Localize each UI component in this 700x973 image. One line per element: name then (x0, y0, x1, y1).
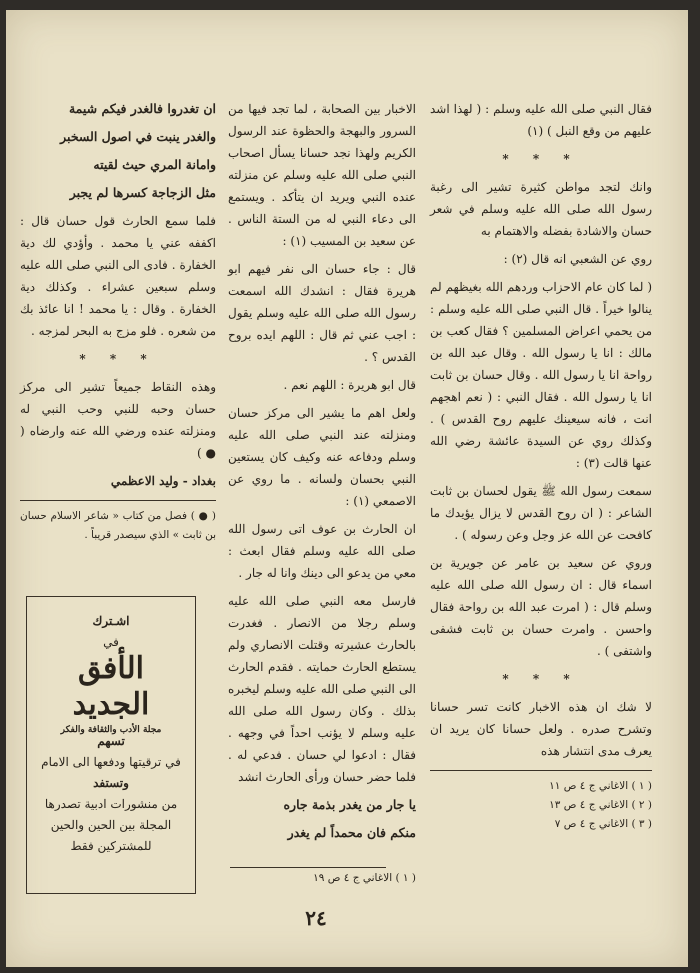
middle-column (228, 98, 416, 850)
paragraph: ان الحارث بن عوف اتى رسول الله صلى الله عليه وسلم فقال ابعث : معي من يدعو الى دينك وانا له جار . (228, 522, 416, 580)
paragraph: قال : جاء حسان الى نفر فيهم ابو هريرة فقال : انشدك الله اسمعت رسول الله صلى الله عليه وسلم يقول : اجب عني ثم قال : اللهم ايده بروح القدس ؟ . (228, 262, 416, 364)
footnote: ( ١ ) الاغاني ج ٤ ص ١١ (549, 780, 652, 792)
advert-receive-text: من منشورات ادبية تصدرها المجلة بين الحين والحين للمشتركين فقط (44, 797, 178, 853)
paragraph: الاخبار بين الصحابة ، لما تجد فيها من السرور والبهجة والحظوة عند الرسول الكريم ولهذا نجد حسانا يسأل اصحاب النبي صلى الله عليه وسلم عن منزلته عنده النبي ويريد ان يتأكد . ويستمع الى دعاء النبي له من الستة الناس . عن سعيد بن المسيب (١) : (228, 102, 416, 248)
footnote-rule (430, 770, 652, 771)
paragraph: وانك لتجد مواطن كثيرة تشير الى رغبة رسول الله صلى الله عليه وسلم في شعر حسان والاشادة بفضله والاهتمام به (430, 180, 652, 238)
logo-title: الأفق الجديد (72, 651, 150, 722)
footnote-rule (230, 867, 386, 868)
magazine-page (6, 10, 688, 967)
paragraph: فلما سمع الحارث قول حسان قال : اكففه عني يا محمد . وأؤدي لك دية الخفارة . فادى الى النبي صلى الله عليه وسلم سبعين عشراء . وكذلك دية الخفارة . وقال : يا محمد ! انا عائذ بك من شعره . فلو مزج به البحر لمزجه . (20, 214, 216, 338)
poem-line: يا جار من يغدر بذمة جاره (283, 797, 416, 812)
section-divider: * * * (502, 152, 580, 166)
footnote: ( ● ) فصل من كتاب « شاعر الاسلام حسان بن ثابت » الذي سيصدر قريباً . (20, 510, 216, 541)
left-column (20, 98, 216, 545)
page-number: ٢٤ (305, 906, 327, 930)
magazine-logo (36, 651, 186, 735)
paragraph: ( لما كان عام الاحزاب وردهم الله بغيظهم لم ينالوا خيراً . قال النبي صلى الله عليه وسلم : من يحمي اعراض المسلمين ؟ فقال كعب بن مالك : انا يا رسول الله . وقال عبد الله بن رواحة انا يا رسول الله . وقال حسان بن ثابت انا يا رسول الله . فقال النبي : ( نعم اهجهم انت ، فانه سيعينك عليهم روح القدس ) . وكذلك روي عن السيدة عائشة رضي الله عنها قالت (٣) : (430, 280, 652, 470)
advert-contribute-text: في ترقيتها ودفعها الى الامام (41, 755, 181, 769)
paragraph: وروي عن سعيد بن عامر عن جويرية بن اسماء قال : ان رسول الله صلى الله عليه وسلم قال : ( امرت عبد الله بن رواحة فقال واحسن . وامرت حسان بن ثابت فشفى واشتفى ) . (430, 556, 652, 658)
right-column (430, 98, 652, 834)
subscription-advert (26, 596, 196, 894)
advert-receive: وتستفد (93, 776, 129, 790)
footnote: ( ١ ) الاغاني ج ٤ ص ١٩ (313, 872, 416, 884)
logo-subtitle: مجلة الأدب والثقافة والفكر (60, 725, 162, 735)
paragraph: قال ابو هريرة : اللهم نعم . (283, 378, 416, 392)
section-divider: * * * (502, 672, 580, 686)
footnote-rule (20, 500, 216, 501)
poem-line: منكم فان محمداً لم يغدر (287, 825, 416, 840)
advert-contribute: تسهم (97, 734, 125, 748)
advert-subscribe: اشـترك (92, 614, 130, 628)
paragraph: فقال النبي صلى الله عليه وسلم : ( لهذا اشد عليهم من وقع النبل ) (١) (430, 102, 652, 138)
advert-in: في (103, 635, 119, 649)
paragraph: وهذه النقاط جميعاً تشير الى مركز حسان وحبه للنبي وحب النبي له ومنزلته عنده ورضي الله عنه وارضاه ( ● ) (20, 380, 216, 460)
footnotes (430, 777, 652, 834)
paragraph: روي عن الشعبي انه قال (٢) : (503, 252, 652, 266)
author-signature: بغداد - وليد الاعظمي (110, 474, 216, 488)
poem-line: والغدر ينبت في اصول السخبر (60, 129, 216, 144)
section-divider: * * * (79, 352, 157, 366)
paragraph: سمعت رسول الله ﷺ يقول لحسان بن ثابت الشاعر : ( ان روح القدس لا يزال يؤيدك ما كافحت عن الله عز وجل وعن رسوله ) . (430, 484, 652, 542)
footnote: ( ٣ ) الاغاني ج ٤ ص ٧ (554, 818, 652, 830)
paragraph: فارسل معه النبي صلى الله عليه وسلم رجلا من الانصار . فغدرت بالحارث عشيرته وقتلت الانصاري ولم يستطع الحارث حمايته . فقدم الحارث الى النبي صلى الله عليه وسلم ليخبره بذلك . وكان رسول الله صلى الله عليه وسلم لا يؤنب احداً في وجهه . فقال : ادعوا لي حسان . فدعي له . فلما حضر حسان ورأى الحارث انشد (228, 594, 416, 784)
footnote: ( ٢ ) الاغاني ج ٤ ص ١٣ (549, 799, 652, 811)
paragraph: ولعل اهم ما يشير الى مركز حسان ومنزلته عند النبي صلى الله عليه وسلم ودفاعه عنه وكيف كان يستعين النبي بحسان ولسانه . ما روي عن الاصمعي (١) : (228, 406, 416, 508)
poem-line: وامانة المري حيث لقيته (93, 157, 216, 172)
poem-line: مثل الزجاجة كسرها لم يجبر (69, 185, 216, 200)
paragraph: لا شك ان هذه الاخبار كانت تسر حسانا وتشرح صدره . ولعل حسانا كان يريد ان يعرف مدى انتشار هذه (430, 700, 652, 758)
poem-line: ان تغدروا فالغدر فيكم شيمة (68, 101, 216, 116)
